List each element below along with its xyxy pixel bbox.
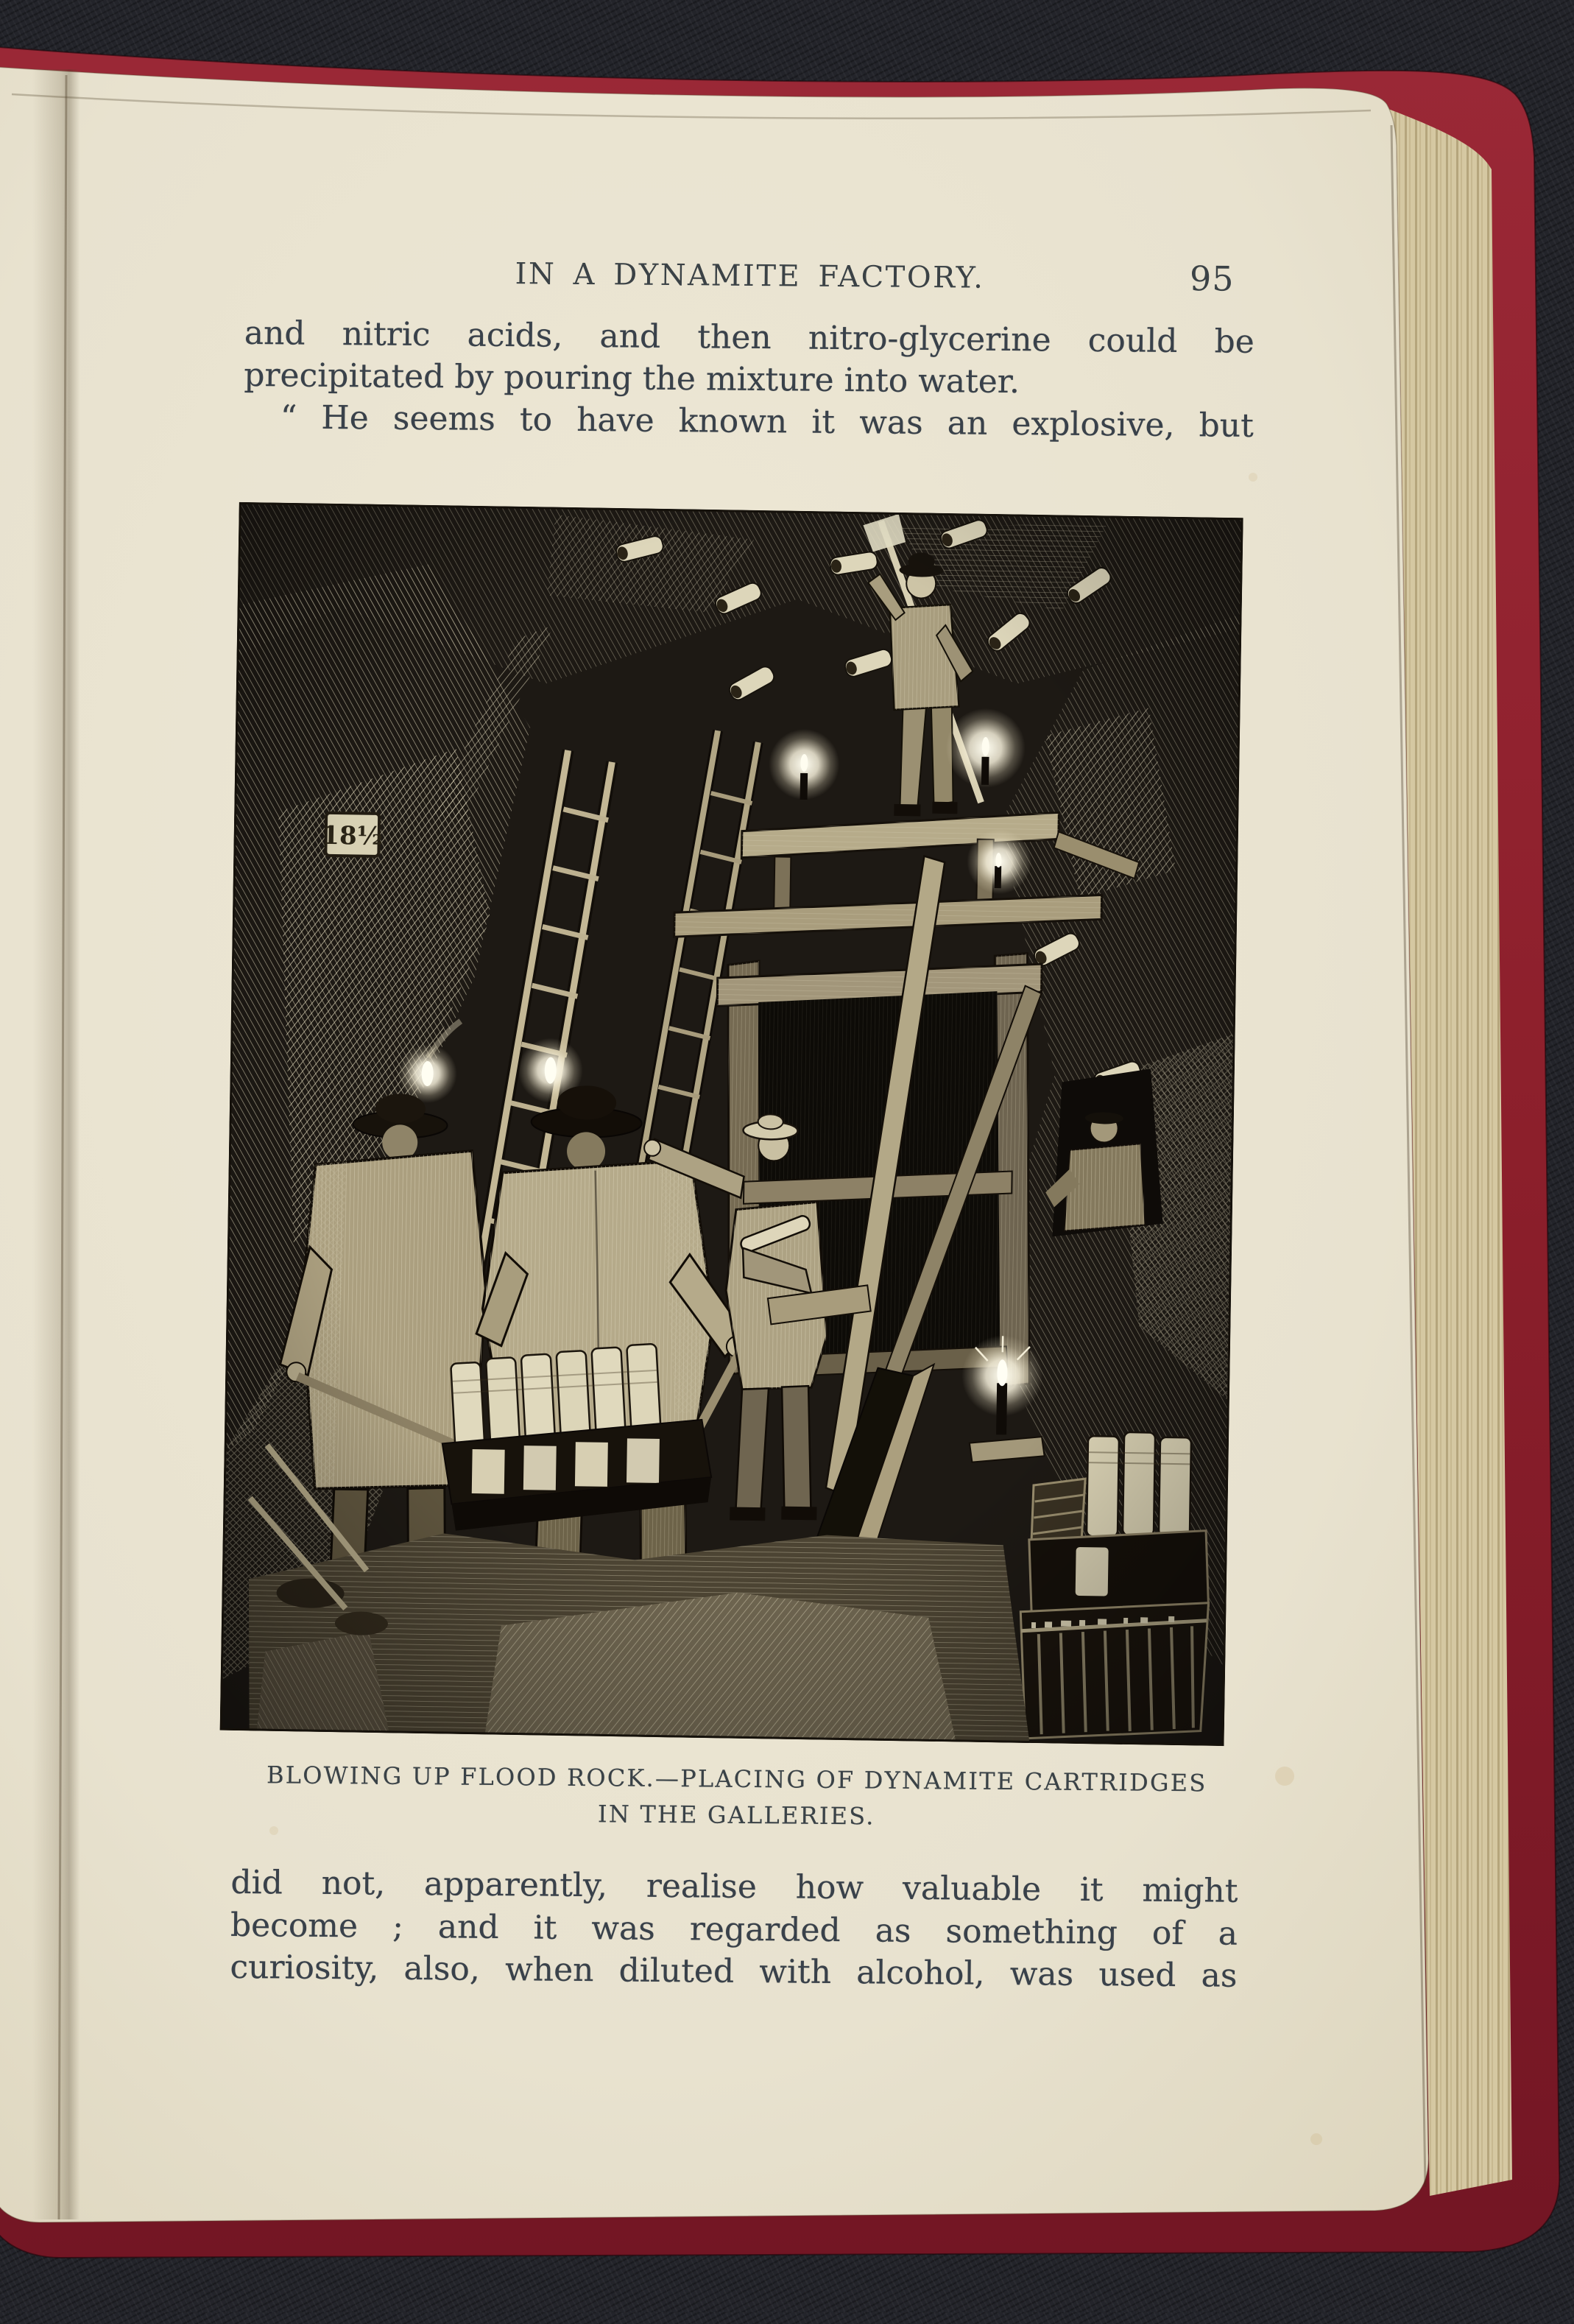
text-line: and nitric acids, and then nitro-glycerine could be (244, 314, 1255, 361)
engraving-svg (220, 502, 1243, 1746)
intro-paragraph (244, 312, 1254, 447)
text-line: become ; and it was regarded as something of a (230, 1906, 1238, 1953)
running-head (244, 255, 1254, 308)
caption-line: BLOWING UP FLOOD ROCK.—PLACING OF DYNAMITE CARTRIDGES (266, 1761, 1207, 1797)
caption-line: IN THE GALLERIES. (597, 1800, 875, 1831)
closing-paragraph (230, 1862, 1238, 1997)
text-line: curiosity, also, when diluted with alcohol, was used as (230, 1948, 1238, 1995)
text-line: did not, apparently, realise how valuable it might (230, 1863, 1238, 1910)
mine-illustration (220, 502, 1243, 1746)
running-head-title: IN A DYNAMITE FACTORY. (515, 257, 985, 295)
text-line: precipitated by pouring the mixture into water. (244, 356, 1020, 401)
page-number: 95 (1189, 258, 1235, 299)
text-line: “ He seems to have known it was an explosive, but (280, 398, 1254, 445)
figure-caption (231, 1757, 1242, 1838)
